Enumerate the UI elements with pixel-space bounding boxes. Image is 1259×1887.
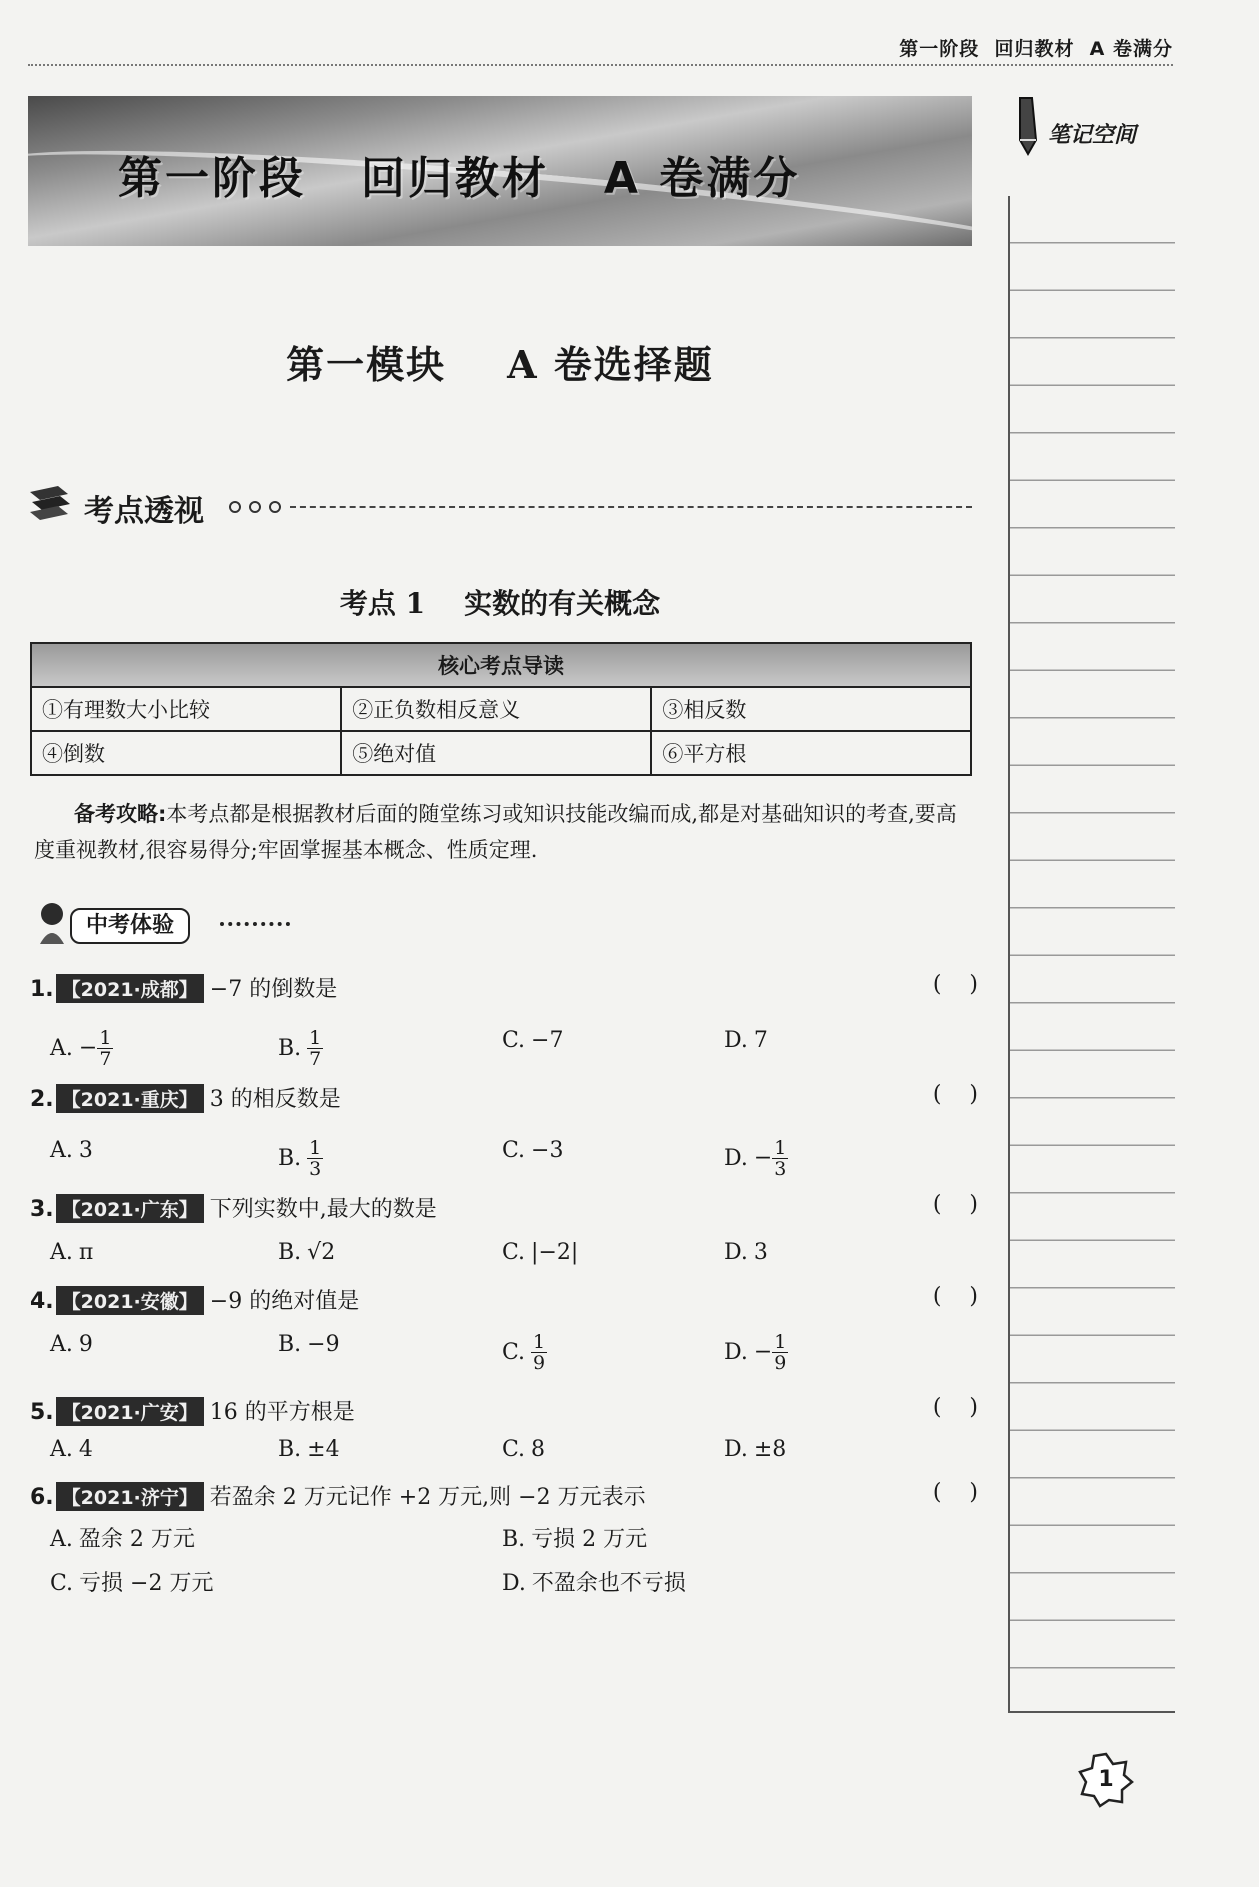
fraction [307, 1028, 323, 1069]
option-text: 亏损 2 万元 [531, 1527, 648, 1552]
question-source-tag: 【2021·重庆】 [56, 1084, 204, 1113]
answer-bracket[interactable]: ( ) [932, 1395, 978, 1420]
option-label: A. [50, 1035, 73, 1061]
fraction-numerator: 1 [533, 1331, 546, 1353]
option-a[interactable] [50, 1028, 113, 1069]
question-text: 若盈余 2 万元记作 +2 万元,则 −2 万元表示 [209, 1485, 646, 1510]
option-text: ±4 [307, 1437, 340, 1462]
option-label: C. [502, 1339, 526, 1365]
notes-lines[interactable] [1008, 196, 1175, 1713]
question-source-tag: 【2021·广东】 [56, 1194, 204, 1223]
table-row [31, 731, 971, 775]
option-d[interactable] [724, 1437, 786, 1462]
question-text: −7 的倒数是 [209, 977, 338, 1002]
option-label: C. [50, 1571, 74, 1596]
option-label: B. [278, 1145, 302, 1171]
option-label: B. [278, 1035, 302, 1061]
fraction [772, 1138, 788, 1179]
option-a[interactable] [50, 1138, 93, 1163]
option-text: −9 [307, 1332, 340, 1357]
page-number [1078, 1752, 1134, 1808]
option-c[interactable] [502, 1332, 547, 1373]
question-item [30, 1082, 978, 1182]
experience-heading [30, 900, 290, 948]
option-label: A. [50, 1138, 73, 1163]
section-heading [28, 484, 972, 530]
experience-dots [220, 922, 290, 926]
notes-panel [1008, 96, 1173, 1716]
option-b[interactable] [278, 1240, 335, 1265]
option-label: C. [502, 1437, 526, 1462]
fraction-denominator: 7 [99, 1048, 112, 1070]
option-label: D. [724, 1028, 748, 1053]
question-number: 3. [30, 1197, 54, 1222]
question-number: 1. [30, 977, 54, 1002]
table-cell: ④倒数 [31, 731, 341, 775]
option-label: D. [724, 1145, 748, 1171]
question-number: 6. [30, 1485, 54, 1510]
banner-title: 第一阶段 回归教材 A 卷满分 [118, 153, 801, 204]
question-item [30, 972, 978, 1072]
question-source-tag: 【2021·安徽】 [56, 1286, 204, 1315]
answer-bracket[interactable]: ( ) [932, 1284, 978, 1309]
option-text: √2 [307, 1240, 336, 1265]
option-text: 8 [531, 1437, 546, 1462]
fraction-numerator: 1 [99, 1027, 112, 1049]
option-b[interactable] [278, 1332, 340, 1357]
option-text: π [78, 1240, 94, 1265]
strategy-lead: 备考攻略: [74, 802, 167, 826]
fraction [307, 1138, 323, 1179]
option-sign: − [753, 1339, 773, 1365]
question-stem [30, 1480, 646, 1511]
table-cell: ①有理数大小比较 [31, 687, 341, 731]
option-c[interactable] [50, 1566, 213, 1597]
option-d[interactable] [724, 1028, 768, 1053]
question-stem [30, 1082, 341, 1113]
question-text: −9 的绝对值是 [209, 1289, 360, 1314]
option-label: D. [502, 1571, 526, 1596]
option-c[interactable] [502, 1240, 578, 1265]
question-stem [30, 1395, 355, 1426]
option-label: C. [502, 1138, 526, 1163]
option-label: B. [278, 1437, 302, 1462]
option-label: D. [724, 1437, 748, 1462]
option-label: B. [278, 1240, 302, 1265]
question-item [30, 1480, 978, 1596]
fraction-denominator: 3 [774, 1158, 787, 1180]
option-label: D. [724, 1339, 748, 1365]
section-label: 考点透视 [84, 494, 204, 529]
strategy-paragraph [34, 796, 974, 868]
option-sign: − [78, 1035, 98, 1061]
pen-icon [1014, 96, 1042, 158]
fraction-numerator: 1 [774, 1137, 787, 1159]
question-stem [30, 1192, 437, 1223]
question-number: 5. [30, 1400, 54, 1425]
option-text: 盈余 2 万元 [78, 1527, 195, 1552]
fraction [772, 1332, 788, 1373]
notes-title: 笔记空间 [1048, 123, 1137, 148]
option-b[interactable] [278, 1138, 323, 1179]
option-label: B. [502, 1527, 526, 1552]
option-label: A. [50, 1527, 73, 1552]
fraction-denominator: 9 [774, 1352, 787, 1374]
option-c[interactable] [502, 1028, 563, 1053]
question-item [30, 1284, 978, 1384]
question-item [30, 1192, 978, 1292]
book-icon [28, 484, 72, 528]
option-label: B. [278, 1332, 302, 1357]
topic-title: 考点 1 实数的有关概念 [339, 587, 661, 620]
option-a[interactable] [50, 1240, 93, 1265]
option-text: 不盈余也不亏损 [531, 1571, 686, 1596]
question-number: 2. [30, 1087, 54, 1112]
section-rule [290, 506, 972, 508]
question-text: 下列实数中,最大的数是 [209, 1197, 437, 1222]
option-label: C. [502, 1028, 526, 1053]
option-a[interactable] [50, 1437, 93, 1462]
experience-label: 中考体验 [70, 908, 190, 944]
option-c[interactable] [502, 1437, 545, 1462]
option-text: −7 [531, 1028, 564, 1053]
option-text: 亏损 −2 万元 [79, 1571, 214, 1596]
stage-banner [28, 96, 972, 246]
fraction [97, 1028, 113, 1069]
option-a[interactable] [50, 1332, 93, 1357]
question-text: 3 的相反数是 [209, 1087, 341, 1112]
table-cell: ⑤绝对值 [341, 731, 651, 775]
option-d[interactable] [724, 1240, 768, 1265]
question-stem [30, 1284, 359, 1315]
option-text: |−2| [531, 1240, 579, 1265]
question-text: 16 的平方根是 [209, 1400, 355, 1425]
question-number: 4. [30, 1289, 54, 1314]
option-text: 3 [753, 1240, 768, 1265]
answer-bracket[interactable]: ( ) [932, 1192, 978, 1217]
page-number-text: 1 [1098, 1767, 1114, 1792]
option-c[interactable] [502, 1138, 563, 1163]
option-text: 9 [78, 1332, 93, 1357]
option-text: ±8 [753, 1437, 787, 1462]
fraction-numerator: 1 [774, 1331, 787, 1353]
table-cell: ③相反数 [651, 687, 971, 731]
module-title: 第一模块 A 卷选择题 [286, 342, 714, 387]
option-sign: − [753, 1145, 773, 1171]
option-d[interactable] [724, 1138, 788, 1179]
fraction-numerator: 1 [309, 1137, 322, 1159]
header-divider [28, 64, 1173, 66]
fraction-numerator: 1 [309, 1027, 322, 1049]
option-b[interactable] [502, 1522, 647, 1553]
table-header: 核心考点导读 [31, 643, 971, 687]
option-label: A. [50, 1437, 73, 1462]
option-text: 3 [78, 1138, 93, 1163]
fraction-denominator: 7 [309, 1048, 322, 1070]
option-text: 4 [78, 1437, 93, 1462]
core-topics-table [30, 642, 972, 776]
answer-bracket[interactable]: ( ) [932, 972, 978, 997]
table-cell: ②正负数相反意义 [341, 687, 651, 731]
answer-bracket[interactable]: ( ) [932, 1480, 978, 1505]
answer-bracket[interactable]: ( ) [932, 1082, 978, 1107]
option-label: C. [502, 1240, 526, 1265]
option-label: A. [50, 1332, 73, 1357]
option-b[interactable] [278, 1437, 340, 1462]
running-header: 第一阶段 回归教材 A 卷满分 [899, 38, 1173, 60]
fraction [531, 1332, 547, 1373]
option-d[interactable] [724, 1332, 788, 1373]
table-cell: ⑥平方根 [651, 731, 971, 775]
option-b[interactable] [278, 1028, 323, 1069]
question-source-tag: 【2021·济宁】 [56, 1482, 204, 1511]
option-label: D. [724, 1240, 748, 1265]
option-text: 7 [753, 1028, 768, 1053]
option-d[interactable] [502, 1566, 686, 1597]
dots-icon [228, 500, 288, 514]
option-a[interactable] [50, 1522, 195, 1553]
table-row [31, 687, 971, 731]
question-source-tag: 【2021·广安】 [56, 1397, 204, 1426]
question-source-tag: 【2021·成都】 [56, 974, 204, 1003]
strategy-text: 本考点都是根据教材后面的随堂练习或知识技能改编而成,都是对基础知识的考查,要高度重视教材,很容易得分;牢固掌握基本概念、性质定理. [34, 802, 957, 862]
option-text: −3 [531, 1138, 564, 1163]
fraction-denominator: 9 [533, 1352, 546, 1374]
option-label: A. [50, 1240, 73, 1265]
fraction-denominator: 3 [309, 1158, 322, 1180]
question-stem [30, 972, 337, 1003]
